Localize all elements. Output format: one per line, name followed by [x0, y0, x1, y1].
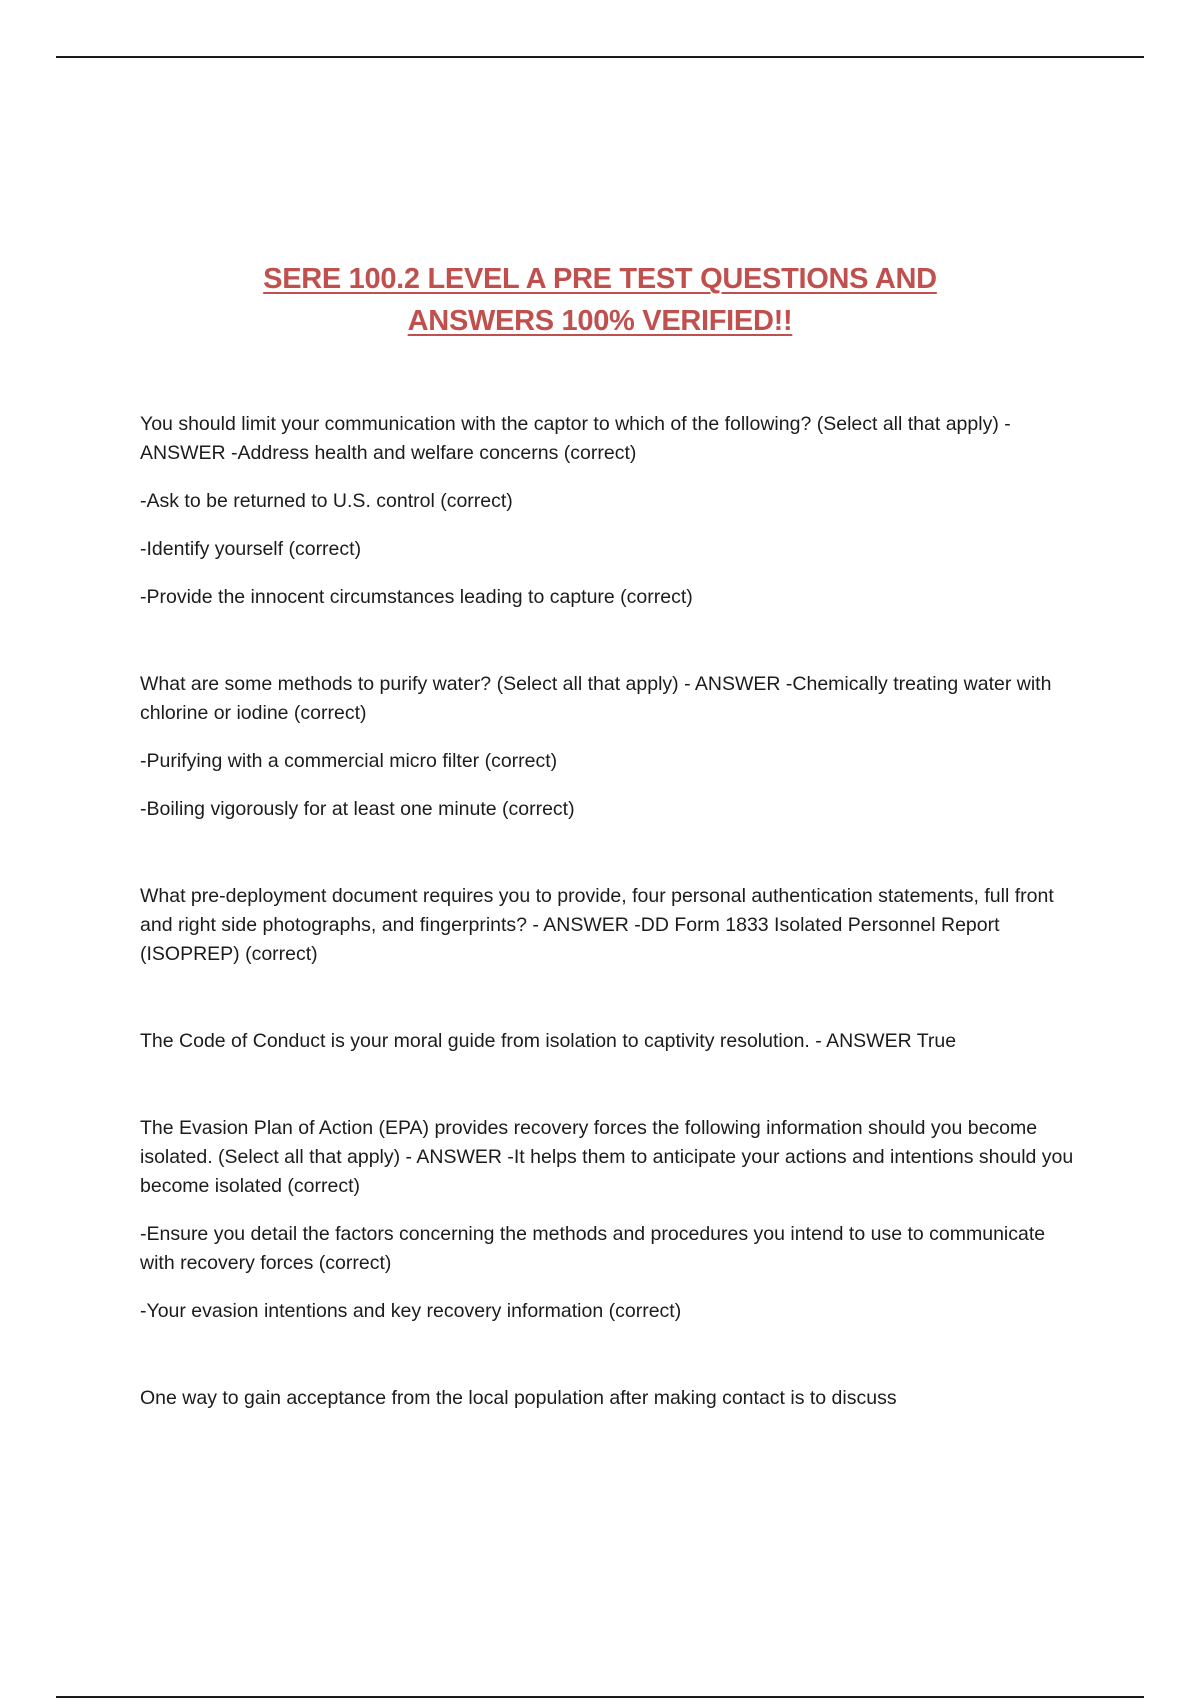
document-title [140, 258, 1060, 342]
title-line-1: SERE 100.2 LEVEL A PRE TEST QUESTIONS AND [263, 263, 937, 295]
answer-option: -Purifying with a commercial micro filter (correct) [140, 750, 558, 772]
question-text: The Code of Conduct is your moral guide from isolation to captivity resolution. - ANSWER True [140, 1030, 957, 1052]
bottom-divider [56, 1696, 1144, 1698]
question-text: The Evasion Plan of Action (EPA) provides recovery forces the following information should you become isolated. (Select all that apply) - ANSWER -It helps them to anticipate your actions and intentions should you become isolated (correct) [140, 1117, 1074, 1197]
answer-option: -Your evasion intentions and key recovery information (correct) [140, 1300, 682, 1322]
qa-item [140, 1027, 1080, 1056]
question-text: You should limit your communication with the captor to which of the following? (Select all that apply) - ANSWER -Address health and welfare concerns (correct) [140, 413, 1011, 464]
answer-option: -Ask to be returned to U.S. control (correct) [140, 490, 513, 512]
qa-item [140, 1114, 1080, 1326]
question-text: One way to gain acceptance from the local population after making contact is to discuss [140, 1387, 897, 1409]
question-text: What are some methods to purify water? (Select all that apply) - ANSWER -Chemically treating water with chlorine or iodine (correct) [140, 673, 1052, 724]
answer-option: -Boiling vigorously for at least one minute (correct) [140, 798, 575, 820]
answer-option: -Identify yourself (correct) [140, 538, 362, 560]
qa-item [140, 410, 1080, 612]
qa-item [140, 670, 1080, 824]
answer-option: -Provide the innocent circumstances leading to capture (correct) [140, 586, 693, 608]
qa-item [140, 882, 1080, 969]
qa-item [140, 1384, 1080, 1413]
title-line-2: ANSWERS 100% VERIFIED!! [407, 305, 793, 337]
answer-option: -Ensure you detail the factors concerning the methods and procedures you intend to use to communicate with recovery forces (correct) [140, 1223, 1046, 1274]
qa-list [140, 410, 1080, 1432]
top-divider [56, 56, 1144, 58]
question-text: What pre-deployment document requires you to provide, four personal authentication statements, full front and right side photographs, and fingerprints? - ANSWER -DD Form 1833 Isolated Personnel Report (ISOPREP) (correct) [140, 885, 1054, 965]
